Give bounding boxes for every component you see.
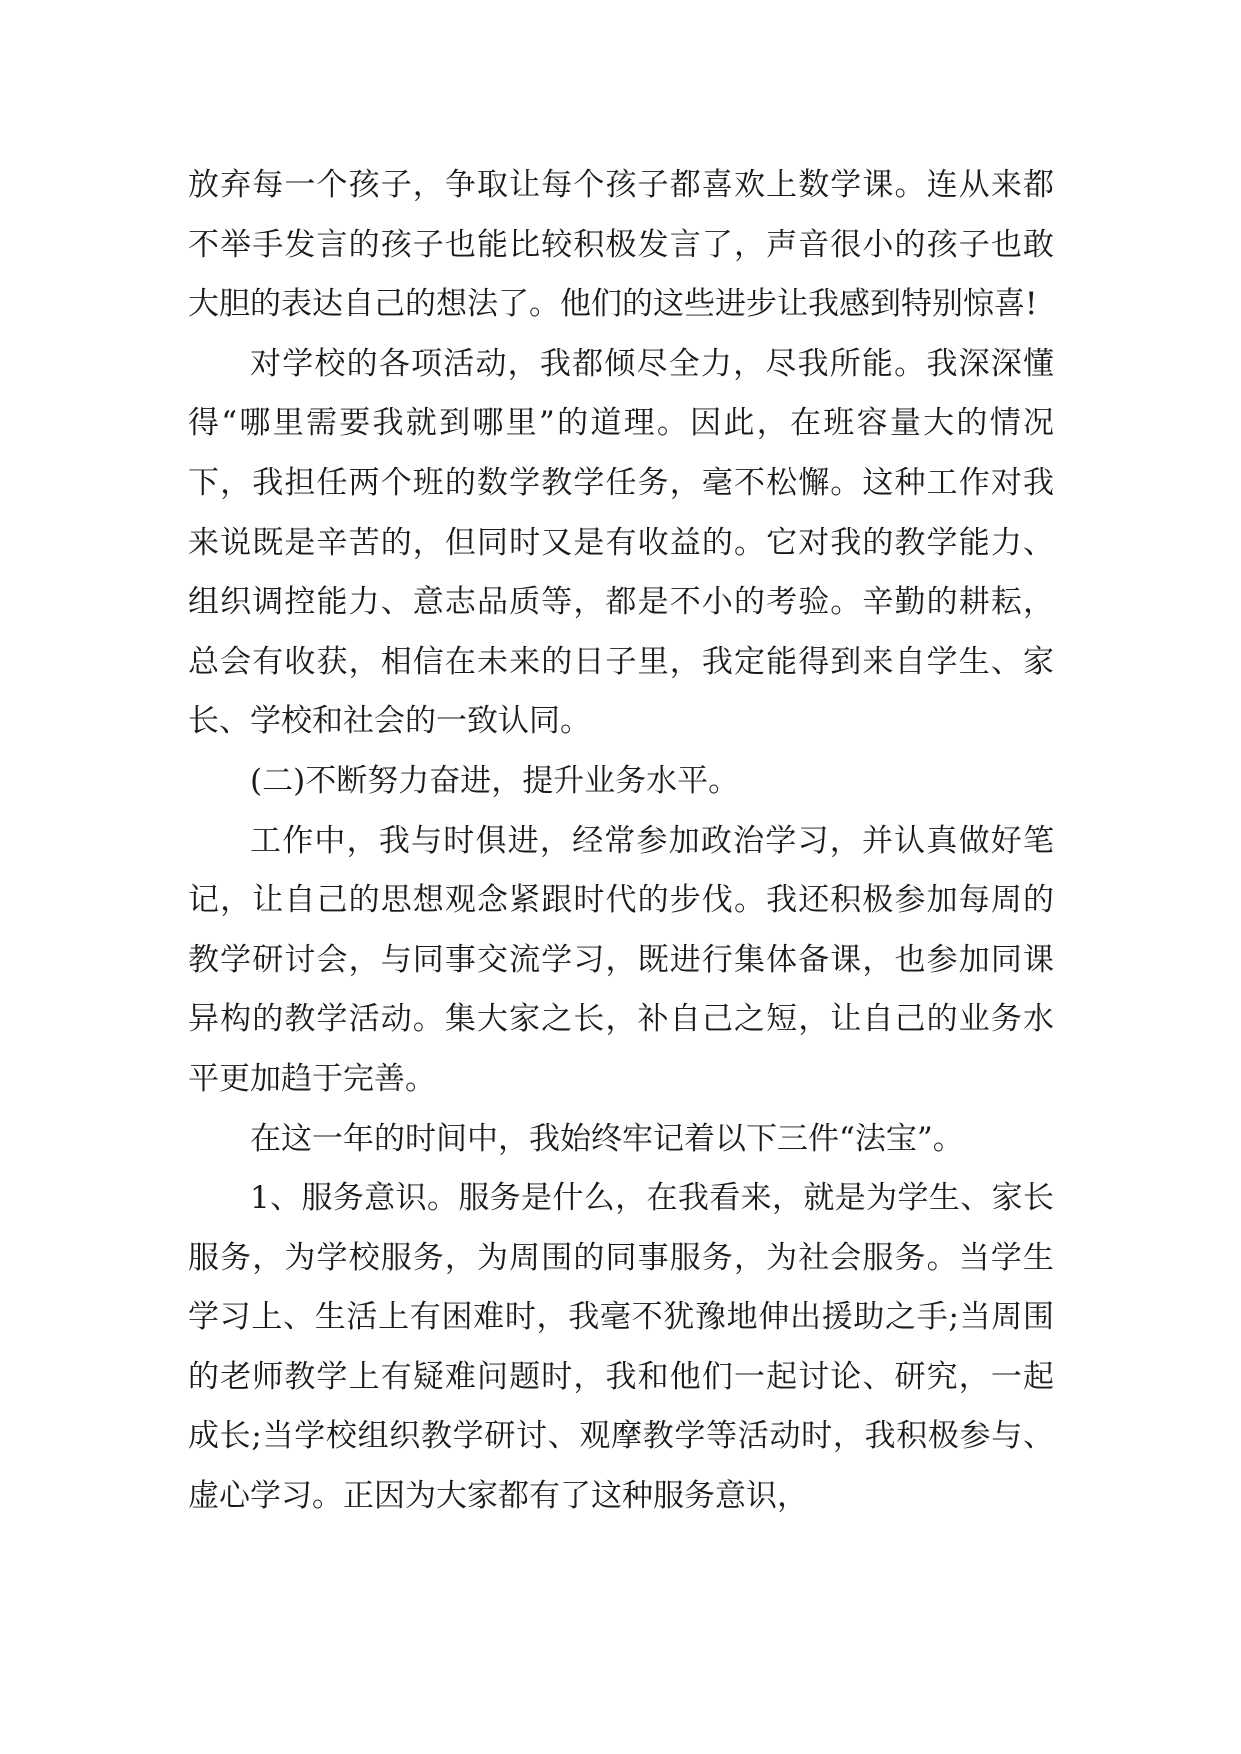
paragraph-6: 1、服务意识。服务是什么，在我看来，就是为学生、家长服务，为学校服务，为周围的同事服务，为社会服务。当学生学习上、生活上有困难时，我毫不犹豫地伸出援助之手;当周围的老师教学上有疑难问题时，我和他们一起讨论、研究，一起成长;当学校组织教学研讨、观摩教学等活动时，我积极参与、虚心学习。正因为大家都有了这种服务意识，	[188, 1180, 1054, 1515]
paragraph-5: 在这一年的时间中，我始终牢记着以下三件“法宝”。	[250, 1120, 964, 1157]
document-body	[188, 156, 1054, 1527]
paragraph-1: 放弃每一个孩子，争取让每个孩子都喜欢上数学课。连从来都不举手发言的孩子也能比较积极发言了，声音很小的孩子也敢大胆的表达自己的想法了。他们的这些进步让我感到特别惊喜!	[188, 167, 1054, 323]
paragraph-2: 对学校的各项活动，我都倾尽全力，尽我所能。我深深懂得“哪里需要我就到哪里”的道理。因此，在班容量大的情况下，我担任两个班的数学教学任务，毫不松懈。这种工作对我来说既是辛苦的，但同时又是有收益的。它对我的教学能力、组织调控能力、意志品质等，都是不小的考验。辛勤的耕耘，总会有收获，相信在未来的日子里，我定能得到来自学生、家长、学校和社会的一致认同。	[188, 345, 1054, 740]
paragraph-3-heading: (二)不断努力奋进，提升业务水平。	[250, 762, 740, 799]
paragraph-4: 工作中，我与时俱进，经常参加政治学习，并认真做好笔记，让自己的思想观念紧跟时代的步伐。我还积极参加每周的教学研讨会，与同事交流学习，既进行集体备课，也参加同课异构的教学活动。集大家之长，补自己之短，让自己的业务水平更加趋于完善。	[188, 822, 1054, 1097]
